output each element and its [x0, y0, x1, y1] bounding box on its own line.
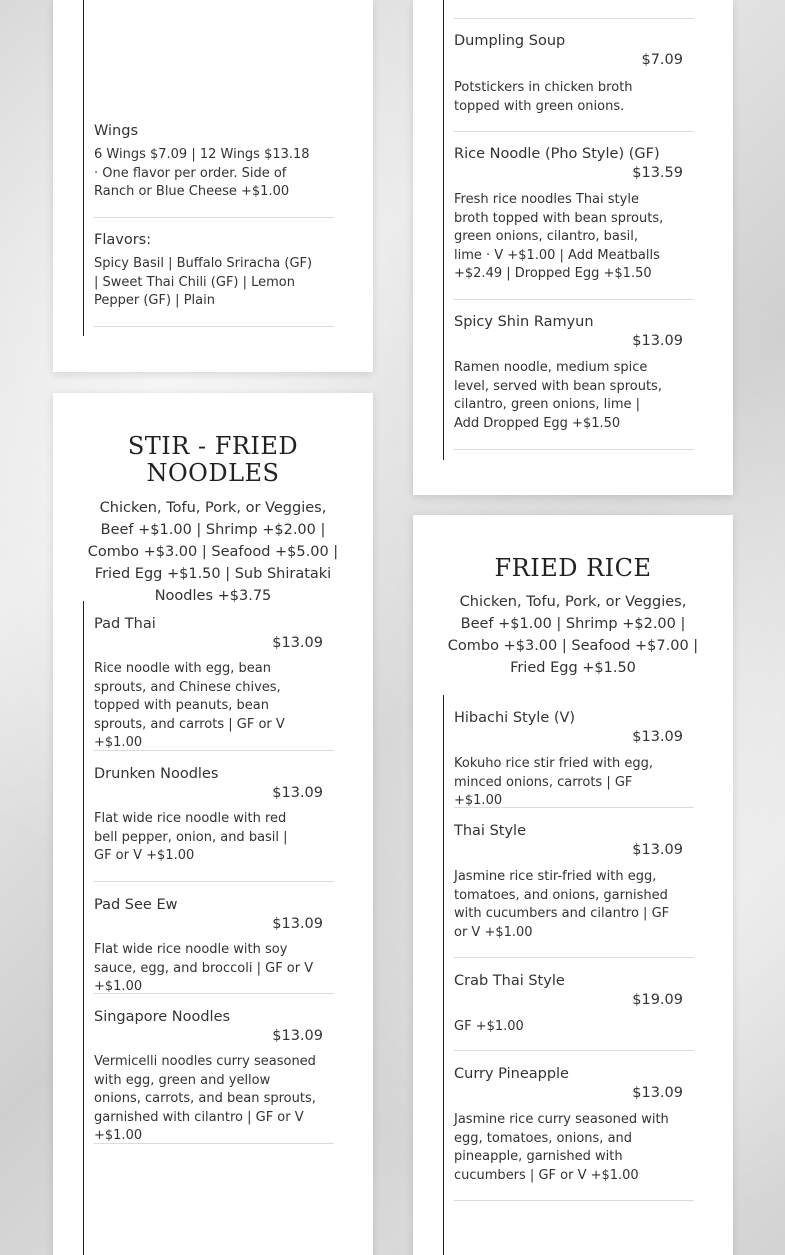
item-price: $13.59 [632, 165, 683, 181]
menu-item-crab-thai-style [454, 970, 694, 1051]
menu-item-previous-tail [454, 0, 694, 19]
item-name: Wings [94, 123, 138, 139]
menu-item-spicy-shin-ramyun [454, 311, 694, 450]
menu-item-pad-see-ew [94, 894, 334, 994]
rail-line [443, 0, 444, 460]
item-desc: Jasmine rice curry seasoned with egg, tomatoes, onions, and pineapple, garnished with cucumbers | GF or V +$1.00 [454, 1112, 669, 1183]
item-name: Pad Thai [94, 616, 156, 632]
item-desc: Rice noodle with egg, bean sprouts, and Chinese chives, topped with peanuts, bean sprouts, and carrots | GF or V +$1.00 [94, 661, 285, 750]
item-price: $13.09 [632, 842, 683, 858]
item-name: Dumpling Soup [454, 33, 566, 49]
wings-card [53, 0, 373, 372]
item-name: Flavors: [94, 232, 152, 248]
item-desc: GF +$1.00 [454, 1019, 524, 1034]
stir-fried-noodles-card [53, 393, 373, 1255]
item-name: Crab Thai Style [454, 973, 565, 989]
item-name: Rice Noodle (Pho Style) (GF) [454, 146, 660, 162]
menu-item-drunken-noodles [94, 763, 334, 882]
rail-line [443, 695, 444, 1255]
item-desc: Flat wide rice noodle with red bell pepper, onion, and basil | GF or V +$1.00 [94, 811, 288, 863]
item-price: $13.09 [272, 635, 323, 651]
menu-item-pad-thai [94, 613, 334, 751]
item-desc: Potstickers in chicken broth topped with green onions. [454, 80, 633, 114]
item-desc: Fresh rice noodles Thai style broth topped with bean sprouts, green onions, cilantro, basil, lime · V +$1.00 | Add Meatballs +$2.49 | Dropped Egg +$1.50 [454, 192, 664, 281]
menu-item-hibachi-style [454, 707, 694, 808]
item-name: Curry Pineapple [454, 1066, 569, 1082]
item-desc: Spicy Basil | Buffalo Sriracha (GF) | Sweet Thai Chili (GF) | Lemon Pepper (GF) | Plain [94, 256, 313, 308]
item-desc: Flat wide rice noodle with soy sauce, egg, and broccoli | GF or V +$1.00 [94, 942, 314, 994]
item-name: Pad See Ew [94, 897, 178, 913]
menu-item-dumpling-soup [454, 30, 694, 132]
section-title: STIR - FRIED NOODLES [127, 432, 299, 487]
item-desc: Vermicelli noodles curry seasoned with egg, green and yellow onions, carrots, and bean sprouts, garnished with cilantro | GF or V +$1.00 [94, 1054, 316, 1143]
item-name: Thai Style [454, 823, 526, 839]
item-price: $13.09 [272, 785, 323, 801]
menu-item-singapore-noodles [94, 1006, 334, 1144]
section-note: Chicken, Tofu, Pork, or Veggies, Beef +$1.00 | Shrimp +$2.00 | Combo +$3.00 | Seafood +$7.00 | Fried Egg +$1.50 [447, 594, 699, 676]
menu-item-thai-style [454, 820, 694, 958]
item-price: $13.09 [272, 1028, 323, 1044]
fried-rice-card [413, 515, 733, 1255]
soups-card [413, 0, 733, 495]
section-title: FRIED RICE [494, 554, 652, 582]
item-desc: Ramen noodle, medium spice level, served with bean sprouts, cilantro, green onions, lime | Add Dropped Egg +$1.50 [454, 360, 662, 431]
section-note: Chicken, Tofu, Pork, or Veggies, Beef +$1.00 | Shrimp +$2.00 | Combo +$3.00 | Seafood +$5.00 | Fried Egg +$1.50 | Sub Shirataki Noodles +$3.75 [87, 500, 339, 604]
item-desc: Jasmine rice stir-fried with egg, tomatoes, and onions, garnished with cucumbers and cilantro | GF or V +$1.00 [454, 869, 670, 940]
item-price: $13.09 [632, 729, 683, 745]
item-name: Hibachi Style (V) [454, 710, 576, 726]
menu-item-curry-pineapple [454, 1063, 694, 1201]
menu-item-rice-noodle-pho [454, 143, 694, 300]
item-name: Drunken Noodles [94, 766, 219, 782]
item-price: $13.09 [632, 1085, 683, 1101]
item-price: $19.09 [632, 992, 683, 1008]
menu-item-wings [94, 118, 334, 218]
item-desc: Kokuho rice stir fried with egg, minced onions, carrots | GF +$1.00 [454, 756, 653, 808]
menu-item-flavors [94, 227, 334, 327]
rail-line [83, 601, 84, 1255]
item-price: $7.09 [641, 52, 683, 68]
item-name: Spicy Shin Ramyun [454, 314, 594, 330]
item-price: $13.09 [632, 333, 683, 349]
item-name: Singapore Noodles [94, 1009, 231, 1025]
item-desc: 6 Wings $7.09 | 12 Wings $13.18 · One flavor per order. Side of Ranch or Blue Cheese +$1.00 [94, 147, 310, 199]
rail-line [83, 0, 84, 336]
item-price: $13.09 [272, 916, 323, 932]
